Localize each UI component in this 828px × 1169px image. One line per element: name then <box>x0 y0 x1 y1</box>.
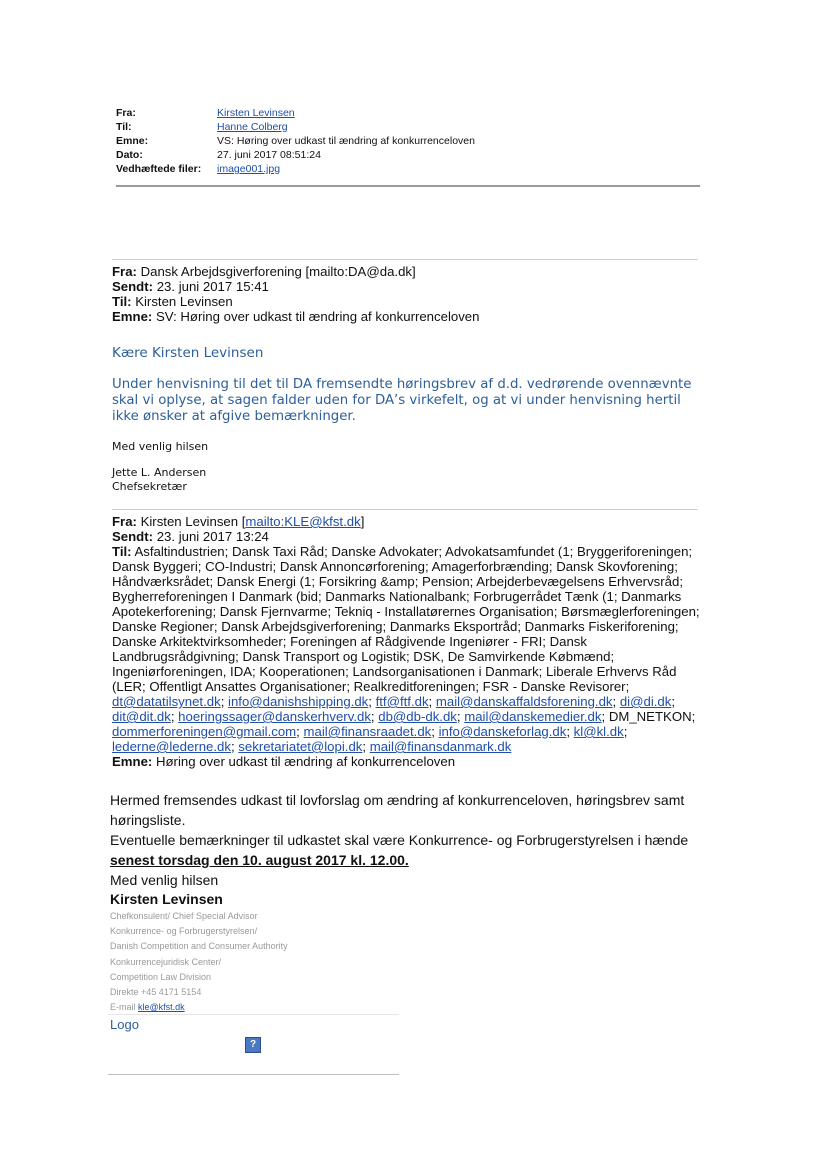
header-attach-label: Vedhæftede filer: <box>116 163 202 175</box>
msg2-body-2: Eventuelle bemærkninger til udkastet skal være Konkurrence- og Forbrugerstyrelsen i hænde <box>110 832 689 848</box>
msg2-from-end: ] <box>360 514 365 529</box>
msg2-from-row <box>112 514 702 529</box>
msg1-subject-label: Emne: <box>112 309 153 324</box>
msg2-closing: Med venlig hilsen <box>110 872 219 888</box>
header-subject-value: VS: Høring over udkast til ændring af konkurrenceloven <box>217 135 475 147</box>
msg1-subject-value: SV: Høring over udkast til ændring af konkurrenceloven <box>152 309 480 324</box>
logo-alt-text: Logo <box>110 1017 139 1032</box>
recipient-email-link[interactable]: hoeringssager@danskerhverv.dk <box>178 709 371 724</box>
header-attach-row <box>116 162 700 176</box>
recipient-email-link[interactable]: sekretariatet@lopi.dk <box>238 739 363 754</box>
signature-line: Konkurrence- og Forbrugerstyrelsen/ <box>110 926 258 937</box>
msg1-body: Under henvisning til det til DA fremsendte høringsbrev af d.d. vedrørende ovennævnte skal vi oplyse, at sagen falder uden for DA’s virkefelt, og at vi under henvisning hertil ikke ønsker at afgive bemærkninger. <box>112 377 692 424</box>
msg2-from-link[interactable]: mailto:KLE@kfst.dk <box>245 514 361 529</box>
email-header <box>116 106 700 176</box>
recipient-email-link[interactable]: di@di.dk <box>619 694 672 709</box>
attachment-link[interactable]: image001.jpg <box>217 163 281 175</box>
header-date-label: Dato: <box>116 149 143 161</box>
msg1-sent-value: 23. juni 2017 15:41 <box>153 279 269 294</box>
msg2-deadline: senest torsdag den 10. august 2017 kl. 12.00. <box>110 852 409 868</box>
msg2-from-value: Kirsten Levinsen [ <box>136 514 246 529</box>
msg1-from-value: Dansk Arbejdsgiverforening [mailto:DA@da.dk] <box>136 264 416 279</box>
signature-email-label: E-mail <box>110 1002 139 1013</box>
header-subject-label: Emne: <box>116 135 149 147</box>
header-subject-row <box>116 134 700 148</box>
msg2-sender-name: Kirsten Levinsen <box>110 891 223 907</box>
signature-line: Competition Law Division <box>110 971 212 982</box>
recipient-email-link[interactable]: dit@dit.dk <box>112 709 171 724</box>
msg1-subject-row <box>112 309 702 324</box>
msg1-sender-title: Chefsekretær <box>112 480 187 493</box>
msg2-netkon: DM_NETKON; <box>605 709 696 724</box>
recipient-email-link[interactable]: info@danishshipping.dk <box>228 694 369 709</box>
recipient-email-link[interactable]: mail@danskemedier.dk <box>464 709 602 724</box>
msg2-sent-value: 23. juni 2017 13:24 <box>153 529 269 544</box>
header-to-value[interactable]: Hanne Colberg <box>217 121 288 133</box>
msg2-sent-label: Sendt: <box>112 529 154 544</box>
msg2-to-label: Til: <box>112 544 132 559</box>
header-to-row <box>116 120 700 134</box>
msg2-meta <box>112 514 702 769</box>
msg1-from-row <box>112 264 702 279</box>
recipient-email-link[interactable]: kl@kl.dk <box>573 724 624 739</box>
header-date-value: 27. juni 2017 08:51:24 <box>217 149 321 161</box>
message-divider <box>112 509 698 510</box>
msg2-subject-row <box>112 754 702 769</box>
header-date-row <box>116 148 700 162</box>
msg1-sent-row <box>112 279 702 294</box>
recipient-email-link[interactable]: dt@datatilsynet.dk <box>112 694 221 709</box>
signature-line: Chefkonsulent/ Chief Special Advisor <box>110 911 258 921</box>
msg2-from-label: Fra: <box>112 514 137 529</box>
msg1-meta <box>112 264 702 324</box>
msg2-body-1: Hermed fremsendes udkast til lovforslag om ændring af konkurrenceloven, høringsbrev samt høringsliste. <box>110 792 685 828</box>
msg1-to-row <box>112 294 702 309</box>
recipient-email-link[interactable]: db@db-dk.dk <box>378 709 457 724</box>
msg1-sender-name: Jette L. Andersen <box>112 466 207 479</box>
header-from-value[interactable]: Kirsten Levinsen <box>217 107 295 119</box>
msg2-subject-value: Høring over udkast til ændring af konkurrenceloven <box>152 754 456 769</box>
logo-placeholder <box>108 1014 399 1075</box>
recipient-email-link[interactable]: dommerforeningen@gmail.com <box>112 724 297 739</box>
header-to-label: Til: <box>116 121 132 133</box>
msg2-to-text: Asfaltindustrien; Dansk Taxi Råd; Danske Advokater; Advokatsamfundet (1; Bryggeriforeningen; Dansk Byggeri; CO-Industri; Dansk Annoncørforening; Amagerforbrænding; Dansk Skovforening; Håndværksrådet; Dansk Energi (1; Forsikring &amp; Pension; Arbejderbevægelsens Erhvervsråd; Bygherreforeningen I Danmark (bid; Danmarks Nationalbank; Forbrugerrådet Tænk (1; Danmarks Apotekerforening; Dansk Fjernvarme; Tekniq - Installatørernes Organisation; Børsmæglerforeningen; Danske Regioner; Dansk Arbejdsgiverforening; Danmarks Eksportråd; Danmarks Fiskeriforening; Danske Arkitektvirksomheder; Foreningen af Rådgivende Ingeniører - FRI; Dansk Landbrugsrådgivning; Dansk Transport og Logistik; DSK, De Samvirkende Købmænd; Ingeniørforeningen, IDA; Kooperationen; Landsorganisationen i Danmark; Liberale Erhvervs Råd (LER; Offentligt Ansattes Organisationer; Realkreditforeningen; FSR - Danske Revisorer; <box>112 544 700 694</box>
signature-line: Direkte +45 4171 5154 <box>110 987 202 998</box>
recipient-email-link[interactable]: mail@danskaffaldsforening.dk <box>435 694 613 709</box>
signature-email-link[interactable]: kle@kfst.dk <box>138 1002 185 1013</box>
broken-image-icon: ? <box>245 1037 261 1053</box>
msg1-to-value: Kirsten Levinsen <box>131 294 233 309</box>
msg2-to-row: Til: Asfaltindustrien; Dansk Taxi Råd; Danske Advokater; Advokatsamfundet (1; Bryggeriforeningen; Dansk Byggeri; CO-Industri; Dansk Annoncørforening; Amagerforbrænding; Dansk Skovforening; Håndværksrådet; Dansk Energi (1; Forsikring &amp; Pension; Arbejderbevægelsens Erhvervsråd; Bygherreforeningen I Danmark (bid; Danmarks Nationalbank; Forbrugerrådet Tænk (1; Danmarks Apotekerforening; Dansk Fjernvarme; Tekniq - Installatørernes Organisation; Børsmæglerforeningen; Danske Regioner; Dansk Arbejdsgiverforening; Danmarks Eksportråd; Danmarks Fiskeriforening; Danske Arkitektvirksomheder; Foreningen af Rådgivende Ingeniører - FRI; Dansk Landbrugsrådgivning; Dansk Transport og Logistik; DSK, De Samvirkende Købmænd; Ingeniørforeningen, IDA; Kooperationen; Landsorganisationen i Danmark; Liberale Erhvervs Råd (LER; Offentligt Ansattes Organisationer; Realkreditforeningen; FSR - Danske Revisorer; dt@datatilsynet.dk; info@danishshipping.dk; ftf@ftf.dk; mail@danskaffaldsforening.dk; di@di.dk; dit@dit.dk; hoeringssager@danskerhverv.dk; db@db-dk.dk; mail@danskemedier.dk; DM_NETKON; dommerforeningen@gmail.com; mail@finansraadet.dk; info@danskeforlag.dk; kl@kl.dk; lederne@lederne.dk; sekretariatet@lopi.dk; mail@finansdanmark.dk <box>112 544 700 754</box>
msg1-greeting: Kære Kirsten Levinsen <box>112 345 264 361</box>
signature-line: Danish Competition and Consumer Authority <box>110 941 288 952</box>
header-from-row <box>116 106 700 120</box>
message-divider <box>112 259 698 260</box>
recipient-email-link[interactable]: mail@finansdanmark.dk <box>369 739 512 754</box>
msg1-sent-label: Sendt: <box>112 279 154 294</box>
msg1-closing: Med venlig hilsen <box>112 440 209 453</box>
recipient-email-link[interactable]: mail@finansraadet.dk <box>303 724 432 739</box>
header-from-label: Fra: <box>116 107 136 119</box>
recipient-email-link[interactable]: lederne@lederne.dk <box>112 739 231 754</box>
signature-block <box>110 909 288 1015</box>
recipient-email-link[interactable]: info@danskeforlag.dk <box>438 724 567 739</box>
msg2-sent-row <box>112 529 702 544</box>
recipient-email-link[interactable]: ftf@ftf.dk <box>375 694 429 709</box>
msg1-from-label: Fra: <box>112 264 137 279</box>
signature-line: Konkurrencejuridisk Center/ <box>110 956 222 967</box>
header-divider <box>116 185 700 187</box>
msg2-subject-label: Emne: <box>112 754 153 769</box>
msg1-to-label: Til: <box>112 294 132 309</box>
